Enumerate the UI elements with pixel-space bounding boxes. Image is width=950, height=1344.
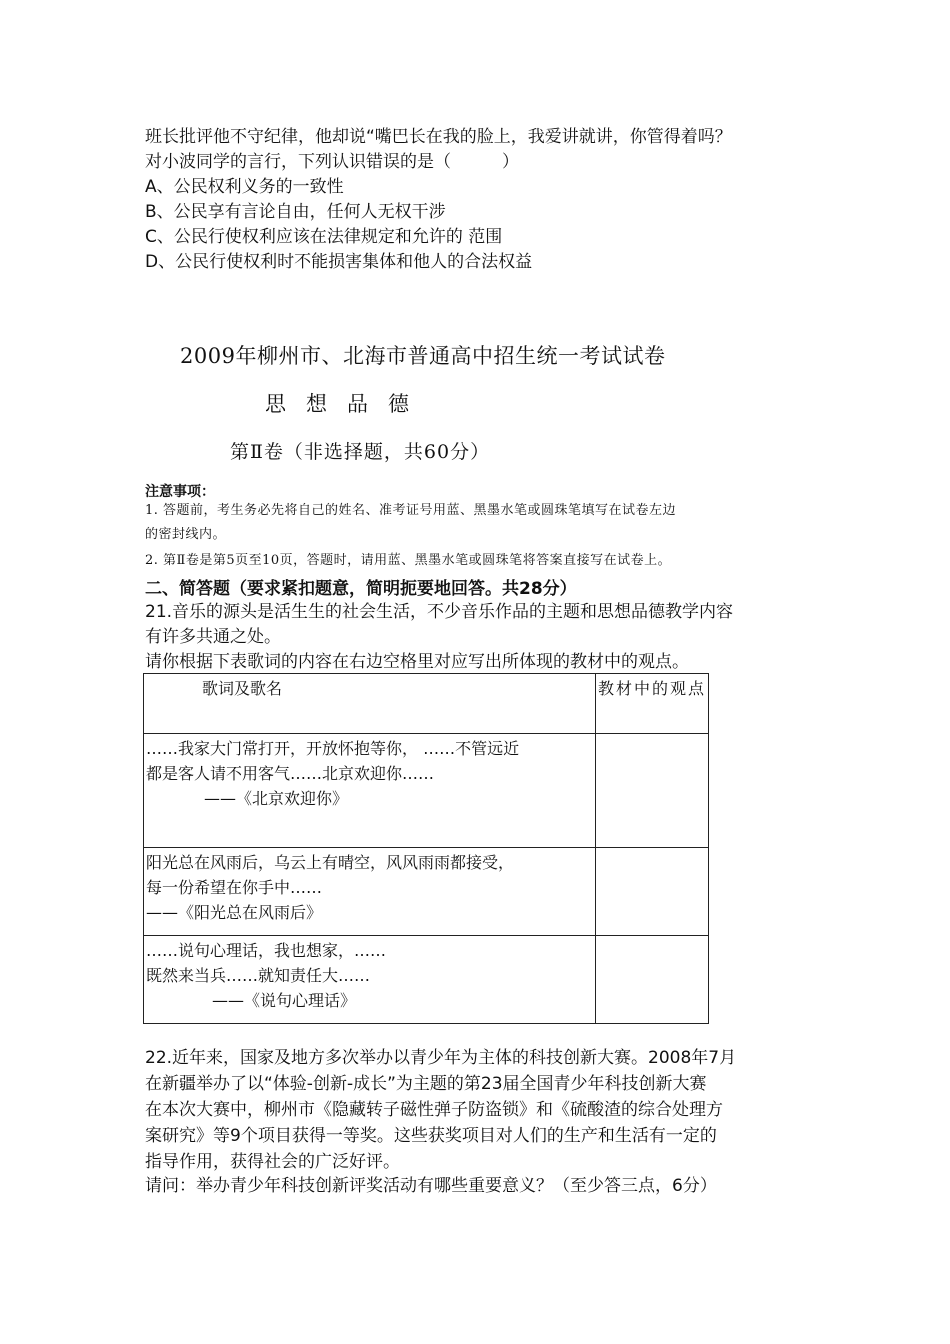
answer-cell[interactable] <box>595 734 708 848</box>
song-name: ——《说句心理话》 <box>212 991 357 1010</box>
q22-line-2: 在新疆举办了以“体验-创新-成长”为主题的第23届全国青少年科技创新大赛 <box>145 1074 707 1094</box>
q22-line-5: 指导作用，获得社会的广泛好评。 <box>145 1152 400 1172</box>
note-1-line-2: 的密封线内。 <box>145 527 227 542</box>
answer-cell[interactable] <box>595 848 708 936</box>
table-row <box>144 734 709 848</box>
header-viewpoint: 教材中的观点 <box>595 674 708 734</box>
section-heading: 二、简答题（要求紧扣题意，简明扼要地回答。共28分） <box>145 579 577 599</box>
lyric-line: 阳光总在风雨后，乌云上有晴空，风风雨雨都接受， <box>146 853 515 872</box>
note-2: 2. 第Ⅱ卷是第5页至10页，答题时，请用蓝、黑墨水笔或圆珠笔将答案直接写在试卷上。 <box>145 553 672 568</box>
lyric-line: ……说句心理话，我也想家，…… <box>146 941 387 960</box>
q22-ask: 请问：举办青少年科技创新评奖活动有哪些重要意义？（至少答三点，6分） <box>145 1176 717 1196</box>
table-row <box>144 936 709 1024</box>
lyric-line: ……我家大门常打开，开放怀抱等你， ……不管远近 <box>146 739 520 758</box>
q21-line-3: 请你根据下表歌词的内容在右边空格里对应写出所体现的教材中的观点。 <box>145 652 689 672</box>
q22-line-1: 22.近年来，国家及地方多次举办以青少年为主体的科技创新大赛。2008年7月 <box>145 1048 737 1068</box>
subject-title: 思想品德 <box>265 392 429 416</box>
option-b: B、公民享有言论自由，任何人无权干涉 <box>145 202 446 222</box>
table-row <box>144 848 709 936</box>
prev-question-line-1: 班长批评他不守纪律，他却说“嘴巴长在我的脸上，我爱讲就讲，你管得着吗？ <box>145 127 732 147</box>
prev-question-line-2: 对小波同学的言行，下列认识错误的是（ ） <box>145 152 519 172</box>
volume-title: 第Ⅱ卷（非选择题，共60分） <box>230 441 491 463</box>
notes-heading: 注意事项： <box>145 484 215 500</box>
note-1-line-1: 1. 答题前，考生务必先将自己的姓名、准考证号用蓝、黑墨水笔或圆珠笔填写在试卷左边 <box>145 503 677 518</box>
option-c: C、公民行使权利应该在法律规定和允许的 范围 <box>145 227 503 247</box>
lyric-line: 都是客人请不用客气……北京欢迎你…… <box>146 764 435 783</box>
lyric-line: 既然来当兵……就知责任大…… <box>146 966 371 985</box>
q21-line-2: 有许多共通之处。 <box>145 627 281 647</box>
option-a: A、公民权利义务的一致性 <box>145 177 344 197</box>
q22-line-3: 在本次大赛中，柳州市《隐藏转子磁性弹子防盗锁》和《硫酸渣的综合处理方 <box>145 1100 723 1120</box>
q22-line-4: 案研究》等9个项目获得一等奖。这些获奖项目对人们的生产和生活有一定的 <box>145 1126 717 1146</box>
table-header-row <box>144 674 709 734</box>
header-lyrics: 歌词及歌名 <box>144 674 596 734</box>
answer-cell[interactable] <box>595 936 708 1024</box>
lyrics-table <box>143 673 709 1024</box>
lyric-line: 每一份希望在你手中…… <box>146 878 323 897</box>
exam-title: 2009年柳州市、北海市普通高中招生统一考试试卷 <box>180 344 666 368</box>
lyrics-cell <box>144 848 596 936</box>
song-name: ——《北京欢迎你》 <box>204 789 349 808</box>
option-d: D、公民行使权利时不能损害集体和他人的合法权益 <box>145 252 533 272</box>
lyrics-cell <box>144 734 596 848</box>
q21-line-1: 21.音乐的源头是活生生的社会生活，不少音乐作品的主题和思想品德教学内容 <box>145 602 734 622</box>
song-name: ——《阳光总在风雨后》 <box>146 903 323 922</box>
lyrics-cell <box>144 936 596 1024</box>
